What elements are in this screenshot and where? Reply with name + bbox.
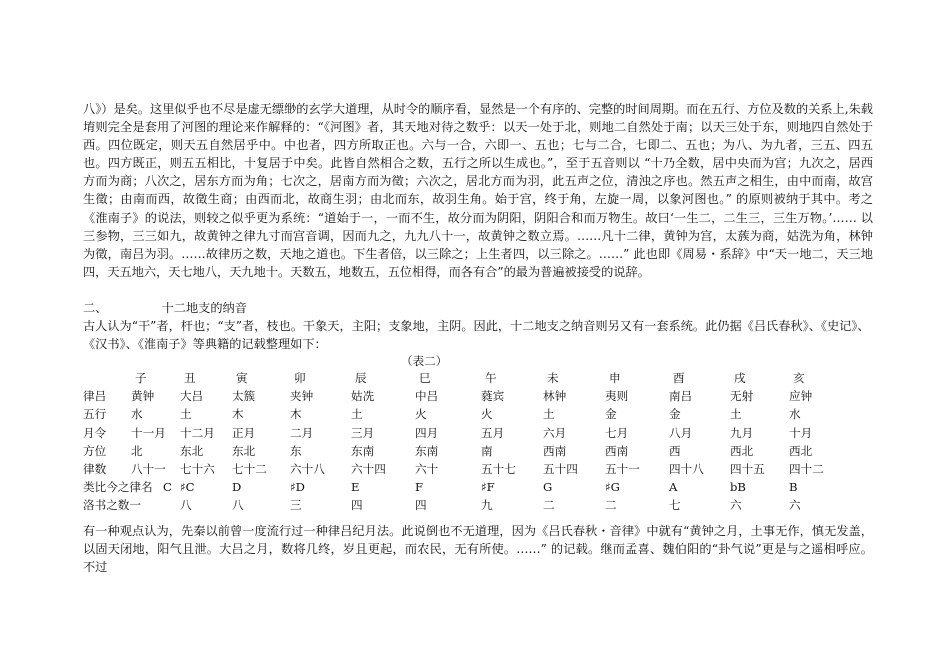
table-cell: ♯D (290, 480, 305, 495)
table-cell: 六十八 (290, 461, 325, 476)
table-cell: 西南 (605, 443, 629, 458)
table-cell: 二月 (290, 425, 314, 440)
table-cell: 夹钟 (290, 389, 314, 404)
table-row-label: 类比今之律名 (83, 480, 153, 495)
table-cell: 四月 (415, 425, 439, 440)
table-cell: 东南 (351, 443, 375, 458)
table-cell: 五十四 (543, 461, 578, 476)
table-header-cell: 戌 (734, 370, 746, 385)
table-cell: 火 (415, 407, 427, 422)
table-cell: E (351, 480, 360, 495)
table-cell: 木 (232, 407, 244, 422)
table-cell: 六十四 (351, 461, 386, 476)
table-cell: 七月 (605, 425, 629, 440)
table-cell: 六 (730, 498, 742, 513)
intro-paragraph: 古人认为“干”者，杆也；“支”者，枝也。干象天，主阳；支象地，主阴。因此，十二地支之纳音则另又有一套系统。此仍据《吕氏春秋》、《史记》、《汉书》、《淮南子》等典籍的记载整理如下： (83, 318, 870, 351)
body-paragraph: 八》）是矣。这里似乎也不尽是虚无缥缈的玄学大道理，从时令的顺序看，显然是一个有序的、完整的时间周期。而在五行、方位及数的关系上,朱载堉则完全是套用了河图的理论来作解释的：“《河图》者，其天地对待之数乎：以天一处于北，则地二自然处于南；以天三处于东，则地四自然处于西。四位既定，则天五自然居乎中。中也者，四方所取正也。六与一合，六即一、五也；七与二合，七即二、五也；为八、为九者，三五、四五也。四方既正，则五五相比，十复居于中矣。此皆自然相合之数，五行之所以生成也。”，至于五音则以 “十乃全数，居中央而为宫；九次之，居西方而为商；八次之，居东方而为角；七次之，居南方而为徵；六次之，居北方而为羽，此五声之位，清浊之序也。然五声之相生，由中而南，故宫生徵；由南而西，故徵生商；由西而北，故商生羽；由北而东，故羽生角。始于宫，终于角，左旋一周，以象河图也。” 的原则被纳于其中。考之《淮南子》的说法，则较之似乎更为系统：“道始于一，一而不生，故分而为阴阳，阴阳合和而万物生。故曰‘一生二，二生三，三生万物。’…… 以三参物，三三如九，故黄钟之律九寸而宫音调，因而九之，九九八十一，故黄钟之数立焉。……凡十二律，黄钟为宫，太蔟为商，姑洗为角，林钟为徵，南吕为羽。……故律历之数，天地之道也。下生者倍，以三除之；上生者四，以三除之。……” 此也即《周易・系辞》中“天一地二，天三地四，天五地六，天七地八，天九地十。天数五，地数五，五位相得，而各有合”的最为普遍被接受的说辞。 (83, 102, 873, 279)
table-cell: 四十五 (730, 461, 765, 476)
table-header-cell: 申 (609, 370, 621, 385)
table-cell: 二 (543, 498, 555, 513)
table-cell: 南吕 (669, 389, 693, 404)
table-cell: 土 (543, 407, 555, 422)
table-row-label: 律数 (83, 461, 107, 476)
table-cell: 土 (351, 407, 363, 422)
table-cell: 六 (789, 498, 801, 513)
section-number: 二、 (83, 300, 108, 315)
table-cell: G (543, 480, 553, 495)
table-cell: 六月 (543, 425, 567, 440)
table-cell: 火 (481, 407, 493, 422)
table-cell: 八 (180, 498, 192, 513)
table-cell: A (669, 480, 678, 495)
table-cell: 九 (481, 498, 493, 513)
branch-table (83, 353, 873, 529)
table-cell: 二 (605, 498, 617, 513)
table-cell: D (232, 480, 242, 495)
table-cell: 六十 (415, 461, 439, 476)
table-cell: 木 (290, 407, 302, 422)
table-header-cell: 未 (547, 370, 559, 385)
table-cell: 西北 (789, 443, 813, 458)
table-cell: 大吕 (180, 389, 204, 404)
table-cell: 四 (351, 498, 363, 513)
table-cell: 黄钟 (131, 389, 155, 404)
table-header-cell: 亥 (793, 370, 805, 385)
table-header-cell: 辰 (355, 370, 367, 385)
table-cell: 西北 (730, 443, 754, 458)
table-cell: 东南 (415, 443, 439, 458)
table-cell: 七 (669, 498, 681, 513)
table-cell: 四十二 (789, 461, 824, 476)
table-header-cell: 卯 (294, 370, 306, 385)
table-header-cell: 午 (485, 370, 497, 385)
table-cell: 无射 (730, 389, 754, 404)
table-cell: 金 (669, 407, 681, 422)
table-header-cell: 丑 (184, 370, 196, 385)
table-cell: 东北 (180, 443, 204, 458)
table-cell: 八 (232, 498, 244, 513)
table-cell: C (163, 480, 172, 495)
section-heading (83, 299, 873, 317)
table-cell: 七十二 (232, 461, 267, 476)
table-cell: 十月 (789, 425, 813, 440)
table-cell: 应钟 (789, 389, 813, 404)
table-cell: 土 (180, 407, 192, 422)
table-row-label: 五行 (83, 407, 107, 422)
table-cell: 八月 (669, 425, 693, 440)
table-cell: 五十一 (605, 461, 640, 476)
table-header-cell: 巳 (419, 370, 431, 385)
table-cell: 北 (131, 443, 143, 458)
table-cell: ♯C (180, 480, 195, 495)
table-cell: 水 (789, 407, 801, 422)
table-header-cell: 寅 (236, 370, 248, 385)
table-cell: 五月 (481, 425, 505, 440)
table-cell: 十二月 (180, 425, 215, 440)
table-cell: 正月 (232, 425, 256, 440)
table-cell: 三 (290, 498, 302, 513)
table-cell: 夷则 (605, 389, 629, 404)
table-cell: 中吕 (415, 389, 439, 404)
table-cell: 土 (730, 407, 742, 422)
table-cell: ♯F (481, 480, 495, 495)
table-cell: 九月 (730, 425, 754, 440)
table-row-label: 方位 (83, 443, 107, 458)
table-cell: 三月 (351, 425, 375, 440)
table-caption: （表二） (401, 353, 448, 368)
table-header-cell: 子 (135, 370, 147, 385)
table-cell: 姑冼 (351, 389, 375, 404)
table-cell: B (789, 480, 798, 495)
table-cell: 东北 (232, 443, 256, 458)
table-cell: 西南 (543, 443, 567, 458)
table-row-label: 月令 (83, 425, 107, 440)
table-row-label: 洛书之数一 (83, 498, 141, 513)
table-cell: 五十七 (481, 461, 516, 476)
table-header-cell: 酉 (673, 370, 685, 385)
table-row-label: 律吕 (83, 389, 107, 404)
table-cell: 七十六 (180, 461, 215, 476)
document-page (83, 100, 873, 529)
table-cell: 林钟 (543, 389, 567, 404)
body-paragraph-2: 有一种观点认为，先秦以前曾一度流行过一种律吕纪月法。此说倒也不无道理，因为《吕氏春秋・音律》中就有“黄钟之月，土事无作，慎无发盖，以固天闭地，阳气且泄。大吕之月，数将几终，岁且更起，而农民，无有所使。……” 的记载。继而孟喜、魏伯阳的“卦气说”更是与之遥相呼应。不过 (83, 524, 873, 574)
table-cell: 四十八 (669, 461, 704, 476)
table-cell: F (415, 480, 424, 495)
table-cell: 蕤宾 (481, 389, 505, 404)
table-cell: 东 (290, 443, 302, 458)
table-cell: 十一月 (131, 425, 166, 440)
table-cell: 金 (605, 407, 617, 422)
table-cell: 八十一 (131, 461, 166, 476)
section-title: 十二地支的纳音 (161, 300, 247, 315)
table-cell: 水 (131, 407, 143, 422)
table-cell: 太簇 (232, 389, 256, 404)
table-cell: 四 (415, 498, 427, 513)
table-cell: 西 (669, 443, 681, 458)
table-cell: bB (730, 480, 746, 495)
table-cell: 南 (481, 443, 493, 458)
table-cell: ♯G (605, 480, 620, 495)
